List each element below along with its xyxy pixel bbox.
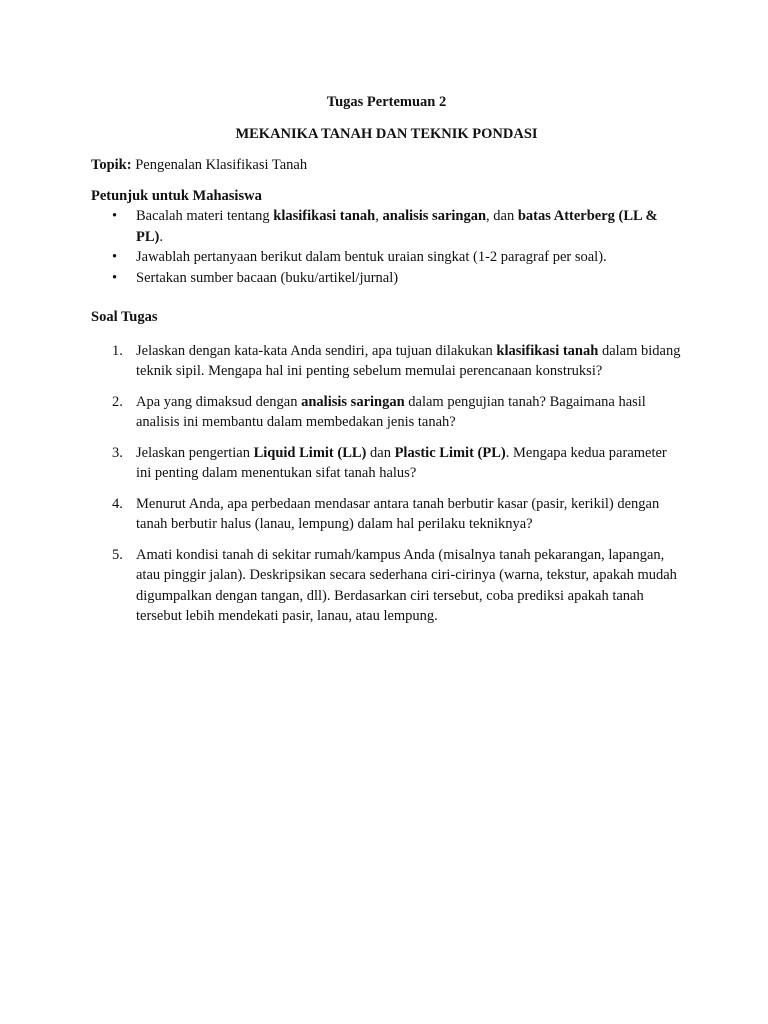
text-run: Apa yang dimaksud dengan (136, 393, 302, 410)
text-run: , dan (486, 208, 518, 224)
question-item (91, 341, 682, 382)
topic-value: Pengenalan Klasifikasi Tanah (131, 157, 308, 173)
text-run: Amati kondisi tanah di sekitar rumah/kampus Anda (misalnya tanah pekarangan, lapangan, atau pinggir jalan). Deskripsikan secara sederhana ciri-cirinya (warna, tekstur, apakah mudah digumpalkan dengan tangan, dll). Berdasarkan ciri tersebut, coba prediksi apakah tanah tersebut lebih mendekati pasir, lanau, atau lempung. (136, 546, 677, 624)
text-run: . Mengapa kedua parameter ini penting dalam menentukan sifat tanah halus? (136, 444, 667, 481)
text-run: Menurut Anda, apa perbedaan mendasar antara tanah berbutir kasar (pasir, kerikil) dengan tanah berbutir halus (lanau, lempung) dalam hal perilaku tekniknya? (136, 495, 660, 532)
question-number: 3. (112, 444, 123, 461)
bold-term: Plastic Limit (PL) (394, 444, 506, 461)
text-run: Bacalah materi tentang (136, 208, 274, 224)
text-run: dalam bidang teknik sipil. Mengapa hal ini penting sebelum memulai perencanaan konstruksi? (136, 342, 681, 379)
tasks-heading: Soal Tugas (91, 309, 158, 325)
tasks-list (91, 341, 682, 627)
question-item (91, 545, 682, 627)
text-run: Sertakan sumber bacaan (buku/artikel/jurnal) (136, 269, 399, 286)
bold-term: Liquid Limit (LL) (253, 444, 367, 461)
question-item (91, 443, 682, 484)
question-number: 2. (112, 393, 123, 410)
list-item (91, 206, 682, 247)
instructions-list (91, 206, 682, 288)
text-run: . (159, 228, 163, 245)
bullet-marker: • (112, 269, 118, 286)
topic-line (91, 155, 682, 176)
question-number: 1. (112, 342, 123, 359)
question-item (91, 494, 682, 535)
text-run: , (375, 208, 383, 224)
bold-term: analisis saringan (382, 208, 487, 224)
text-run: Jelaskan dengan kata-kata Anda sendiri, apa tujuan dilakukan (136, 342, 497, 359)
bold-term: klasifikasi tanah (496, 342, 599, 359)
document-title: Tugas Pertemuan 2 (326, 94, 447, 110)
bullet-marker: • (112, 249, 118, 265)
question-number: 4. (112, 495, 123, 512)
text-run: Jelaskan pengertian (136, 444, 254, 461)
bold-term: batas Atterberg (LL & PL) (136, 208, 658, 245)
list-item (91, 247, 682, 268)
question-item (91, 392, 682, 433)
question-number: 5. (112, 546, 123, 563)
text-run: dalam pengujian tanah? Bagaimana hasil analisis ini membantu dalam membedakan jenis tanah? (136, 393, 646, 430)
course-title: MEKANIKA TANAH DAN TEKNIK PONDASI (235, 125, 538, 142)
text-run: dan (366, 444, 395, 461)
bold-term: klasifikasi tanah (273, 208, 376, 224)
bullet-marker: • (112, 208, 118, 224)
bold-term: analisis saringan (301, 393, 405, 410)
topic-label: Topik: (91, 157, 132, 173)
list-item (91, 268, 682, 289)
instructions-heading: Petunjuk untuk Mahasiswa (91, 187, 262, 204)
text-run: Jawablah pertanyaan berikut dalam bentuk uraian singkat (1-2 paragraf per soal). (136, 249, 607, 265)
